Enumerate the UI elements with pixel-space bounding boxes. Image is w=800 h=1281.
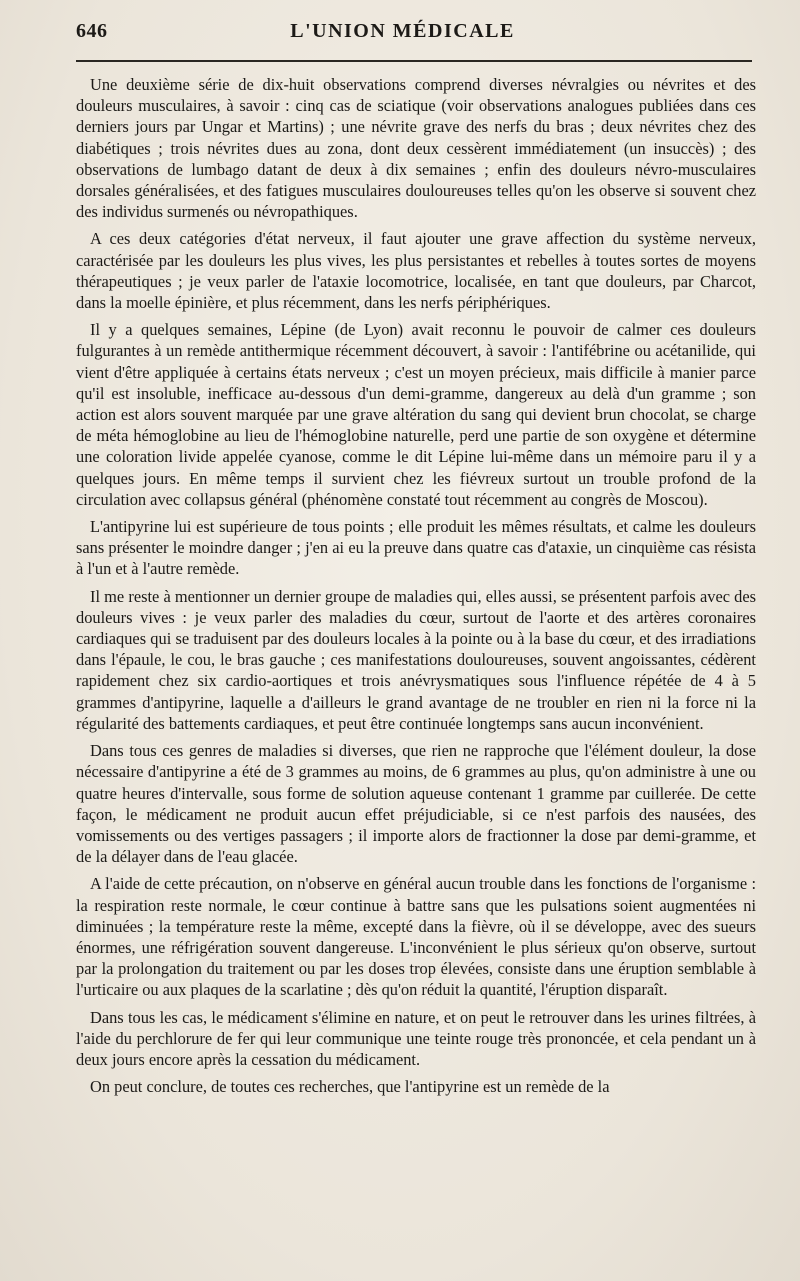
article-body (76, 74, 756, 1097)
paragraph-2: A ces deux catégories d'état nerveux, il faut ajouter une grave affection du système nerveux, caractérisée par les douleurs les plus vives, les plus persistantes et rebelles à toutes sortes de moyens thérapeutiques ; je veux parler de l'ataxie locomotrice, localisée, en tant que douleurs, par Charcot, dans la moelle épinière, et plus récemment, dans les nerfs périphériques. (76, 229, 756, 313)
running-head (76, 20, 756, 50)
journal-title: L'UNION MÉDICALE (290, 20, 515, 42)
paragraph-5: Il me reste à mentionner un dernier groupe de maladies qui, elles aussi, se présentent parfois avec des douleurs vives : je veux parler des maladies du cœur, surtout de l'aorte et des artères coronaires cardiaques qui se traduisent par des douleurs locales à la pointe ou à la base du cœur, et des irradiations dans l'épaule, le cou, le bras gauche ; ces manifestations douloureuses, souvent angoissantes, cédèrent rapidement chez six cardio-aortiques et trois anévrysmatiques sous l'influence répétée de 4 à 5 grammes d'antipyrine, laquelle a d'ailleurs le grand avantage de ne troubler en rien ni la force ni la régularité des battements cardiaques, et peut être continuée longtemps sans aucun inconvénient. (76, 586, 756, 733)
header-rule (76, 60, 752, 62)
paragraph-8: Dans tous les cas, le médicament s'élimine en nature, et on peut le retrouver dans les urines filtrées, à l'aide du perchlorure de fer qui leur communique une teinte rouge très prononcée, et cela pendant un à deux jours encore après la cessation du médicament. (76, 1007, 756, 1069)
paragraph-7: A l'aide de cette précaution, on n'observe en général aucun trouble dans les fonctions de l'organisme : la respiration reste normale, le cœur continue à battre sans que les pulsations soient augmentées ni diminuées ; la température reste la même, excepté dans la fièvre, où il se développe, avec des sueurs énormes, une réfrigération souvent dangereuse. L'inconvénient le plus sérieux qu'on observe, surtout par la prolongation du traitement ou par les doses trop élevées, consiste dans une éruption semblable à l'urticaire ou aux plaques de la scarlatine ; dès qu'on réduit la quantité, l'éruption disparaît. (76, 874, 756, 1000)
paragraph-1: Une deuxième série de dix-huit observations comprend diverses névralgies ou névrites et des douleurs musculaires, à savoir : cinq cas de sciatique (voir observations analogues publiées dans ces derniers jours par Ungar et Martins) ; une névrite grave des nerfs du bras ; deux névrites chez des diabétiques ; trois névrites dues au zona, dont deux cessèrent immédiatement (un insuccès) ; des observations de lumbago datant de deux à dix semaines ; enfin des douleurs névro-musculaires dorsales généralisées, et des fatigues musculaires douloureuses telles qu'on les observe si souvent chez des individus surmenés ou névropathiques. (76, 75, 756, 222)
paragraph-4: L'antipyrine lui est supérieure de tous points ; elle produit les mêmes résultats, et calme les douleurs sans présenter le moindre danger ; j'en ai eu la preuve dans quatre cas d'ataxie, un cinquième cas résista à l'un et à l'autre remède. (76, 517, 756, 579)
paragraph-9: On peut conclure, de toutes ces recherches, que l'antipyrine est un remède de la (90, 1077, 610, 1097)
paragraph-6: Dans tous ces genres de maladies si diverses, que rien ne rapproche que l'élément douleur, la dose nécessaire d'antipyrine a été de 3 grammes au moins, de 6 grammes au plus, qu'on administre à une ou quatre heures d'intervalle, sous forme de solution aqueuse contenant 1 gramme par cuillerée. De cette façon, le médicament ne produit aucun effet préjudiciable, si ce n'est parfois des nausées, des vomissements ou des vertiges passagers ; il importe alors de fractionner la dose par demi-gramme, et de la délayer dans de l'eau glacée. (76, 741, 756, 867)
paragraph-3: Il y a quelques semaines, Lépine (de Lyon) avait reconnu le pouvoir de calmer ces douleurs fulgurantes à un remède antithermique récemment découvert, à savoir : l'antifébrine ou acétanilide, qui vient d'être appliquée à certains états nerveux ; c'est un moyen précieux, mais difficile à manier parce qu'il est insoluble, inefficace au-dessous d'un demi-gramme, dangereux au delà d'un gramme ; son action est alors souvent marquée par une grave altération du sang qui devient brun chocolat, se charge de méta hémoglobine au lieu de l'hémoglobine naturelle, perd une partie de son oxygène et détermine une coloration livide appelée cyanose, comme le dit Lépine lui-même dans un mémoire paru il y a quelques jours. En même temps il survient chez les fiévreux surtout un trouble profond de la circulation avec collapsus général (phénomène constaté tout récemment au congrès de Moscou). (76, 320, 756, 509)
page-number: 646 (76, 20, 108, 42)
